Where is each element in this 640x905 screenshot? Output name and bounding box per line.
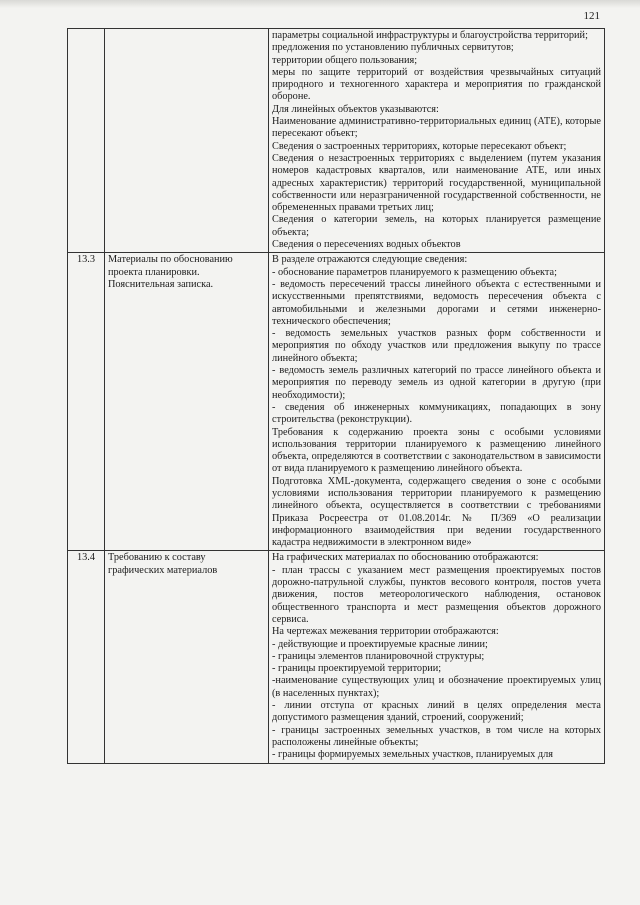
section-name-line: Материалы по обоснованию xyxy=(108,254,233,266)
row-number-cell: 13.3 xyxy=(68,253,105,551)
description-paragraph: Сведения о категории земель, на которых планируется размещение объекта; xyxy=(272,214,601,238)
page-number: 121 xyxy=(583,10,600,22)
description-paragraph: меры по защите территорий от воздействия чрезвычайных ситуаций природного и техногенного характера и мероприятия по гражданской обороне. xyxy=(272,66,601,103)
description-paragraph: - границы элементов планировочной структуры; xyxy=(272,650,485,662)
row-number-cell xyxy=(68,29,105,253)
scan-edge-shadow xyxy=(0,0,640,8)
description-paragraph: На чертежах межевания территории отображаются: xyxy=(272,626,499,638)
description-paragraph: территории общего пользования; xyxy=(272,54,418,66)
description-paragraph: - линии отступа от красных линий в целях определения места допустимого размещения зданий, строений, сооружений; xyxy=(272,700,601,724)
table-row xyxy=(68,29,605,253)
table-row xyxy=(68,551,605,763)
description-paragraph: - ведомость земель различных категорий по трассе линейного объекта и мероприятия по переводу земель из одной категории в другую (при необходимости); xyxy=(272,365,601,401)
description-paragraph: - план трассы с указанием мест размещения проектируемых постов дорожно-патрульной службы, пунктов весового контроля, постов учета движения, постов метеорологического наблюдения, остановок общественного транспорта и мест размещения объектов дорожного сервиса. xyxy=(272,564,601,625)
section-name-line: графических материалов xyxy=(108,564,218,576)
description-paragraph: Сведения о застроенных территориях, которые пересекают объект; xyxy=(272,140,567,152)
description-paragraph: - обоснование параметров планируемого к размещению объекта; xyxy=(272,266,557,278)
section-name-cell xyxy=(105,253,269,551)
description-paragraph: - границы формируемых земельных участков, планируемых для xyxy=(272,749,553,761)
section-name-line: Требованию к составу xyxy=(108,552,206,564)
description-paragraph: Сведения о пересечениях водных объектов xyxy=(272,239,461,251)
description-paragraph: предложения по установлению публичных сервитутов; xyxy=(272,42,514,54)
description-paragraph: - границы застроенных земельных участков, в том числе на которых расположены линейные объекты; xyxy=(272,724,601,748)
description-paragraph: - ведомость земельных участков разных форм собственности и мероприятия по обходу участков или предложения выкупу по трассе линейного объекта; xyxy=(272,328,601,364)
description-paragraph: Сведения о незастроенных территориях с выделением (путем указания номеров кадастровых кварталов, или наименование АТЕ, или иных адресных характеристик) территорий государственной, муниципальной собственности или неразграниченной государственной собственности, не обремененных правами третьих лиц; xyxy=(272,152,601,214)
section-description-cell xyxy=(269,253,605,551)
row-number-cell: 13.4 xyxy=(68,551,105,763)
description-paragraph: -наименование существующих улиц и обозначение проектируемых улиц (в населенных пунктах); xyxy=(272,675,601,699)
section-description-cell xyxy=(269,551,605,763)
description-paragraph: На графических материалах по обоснованию отображаются: xyxy=(272,552,539,564)
description-paragraph: - сведения об инженерных коммуникациях, попадающих в зону строительства (реконструкции). xyxy=(272,401,601,426)
section-name-cell xyxy=(105,29,269,253)
description-paragraph: Наименование административно-территориальных единиц (АТЕ), которые пересекают объект; xyxy=(272,116,601,140)
section-name-line: Пояснительная записка. xyxy=(108,278,214,290)
section-name-cell xyxy=(105,551,269,763)
requirements-table xyxy=(67,28,605,764)
description-paragraph: Подготовка XML-документа, содержащего сведения о зоне с особыми условиями использования территории планируемого к размещению линейного объекта, осуществляется в соответствии с требованиями Приказа Росреестра от 01.08.2014г. № П/369 «О реализации информационного взаимодействия при ведении государственного кадастра недвижимости в электронном виде» xyxy=(272,475,601,549)
section-name-line: проекта планировки. xyxy=(108,266,200,278)
section-description-cell xyxy=(269,29,605,253)
description-paragraph: параметры социальной инфраструктуры и благоустройства территорий; xyxy=(272,30,588,41)
table-row xyxy=(68,253,605,551)
description-paragraph: - границы проектируемой территории; xyxy=(272,663,442,675)
description-paragraph: Для линейных объектов указываются: xyxy=(272,103,439,115)
description-paragraph: В разделе отражаются следующие сведения: xyxy=(272,254,468,266)
description-paragraph: Требования к содержанию проекта зоны с особыми условиями использования территории планируемого к размещению линейного объекта, определяются в соответствии с законодательством в зависимости от вида планируемого к размещению линейного объекта. xyxy=(272,426,601,475)
description-paragraph: - ведомость пересечений трассы линейного объекта с естественными и искусственными препятствиями, ведомость пересечения объекта с автомобильными и железными дорогами и сетями инженерно-технического обеспечения; xyxy=(272,278,601,327)
description-paragraph: - действующие и проектируемые красные линии; xyxy=(272,638,488,650)
